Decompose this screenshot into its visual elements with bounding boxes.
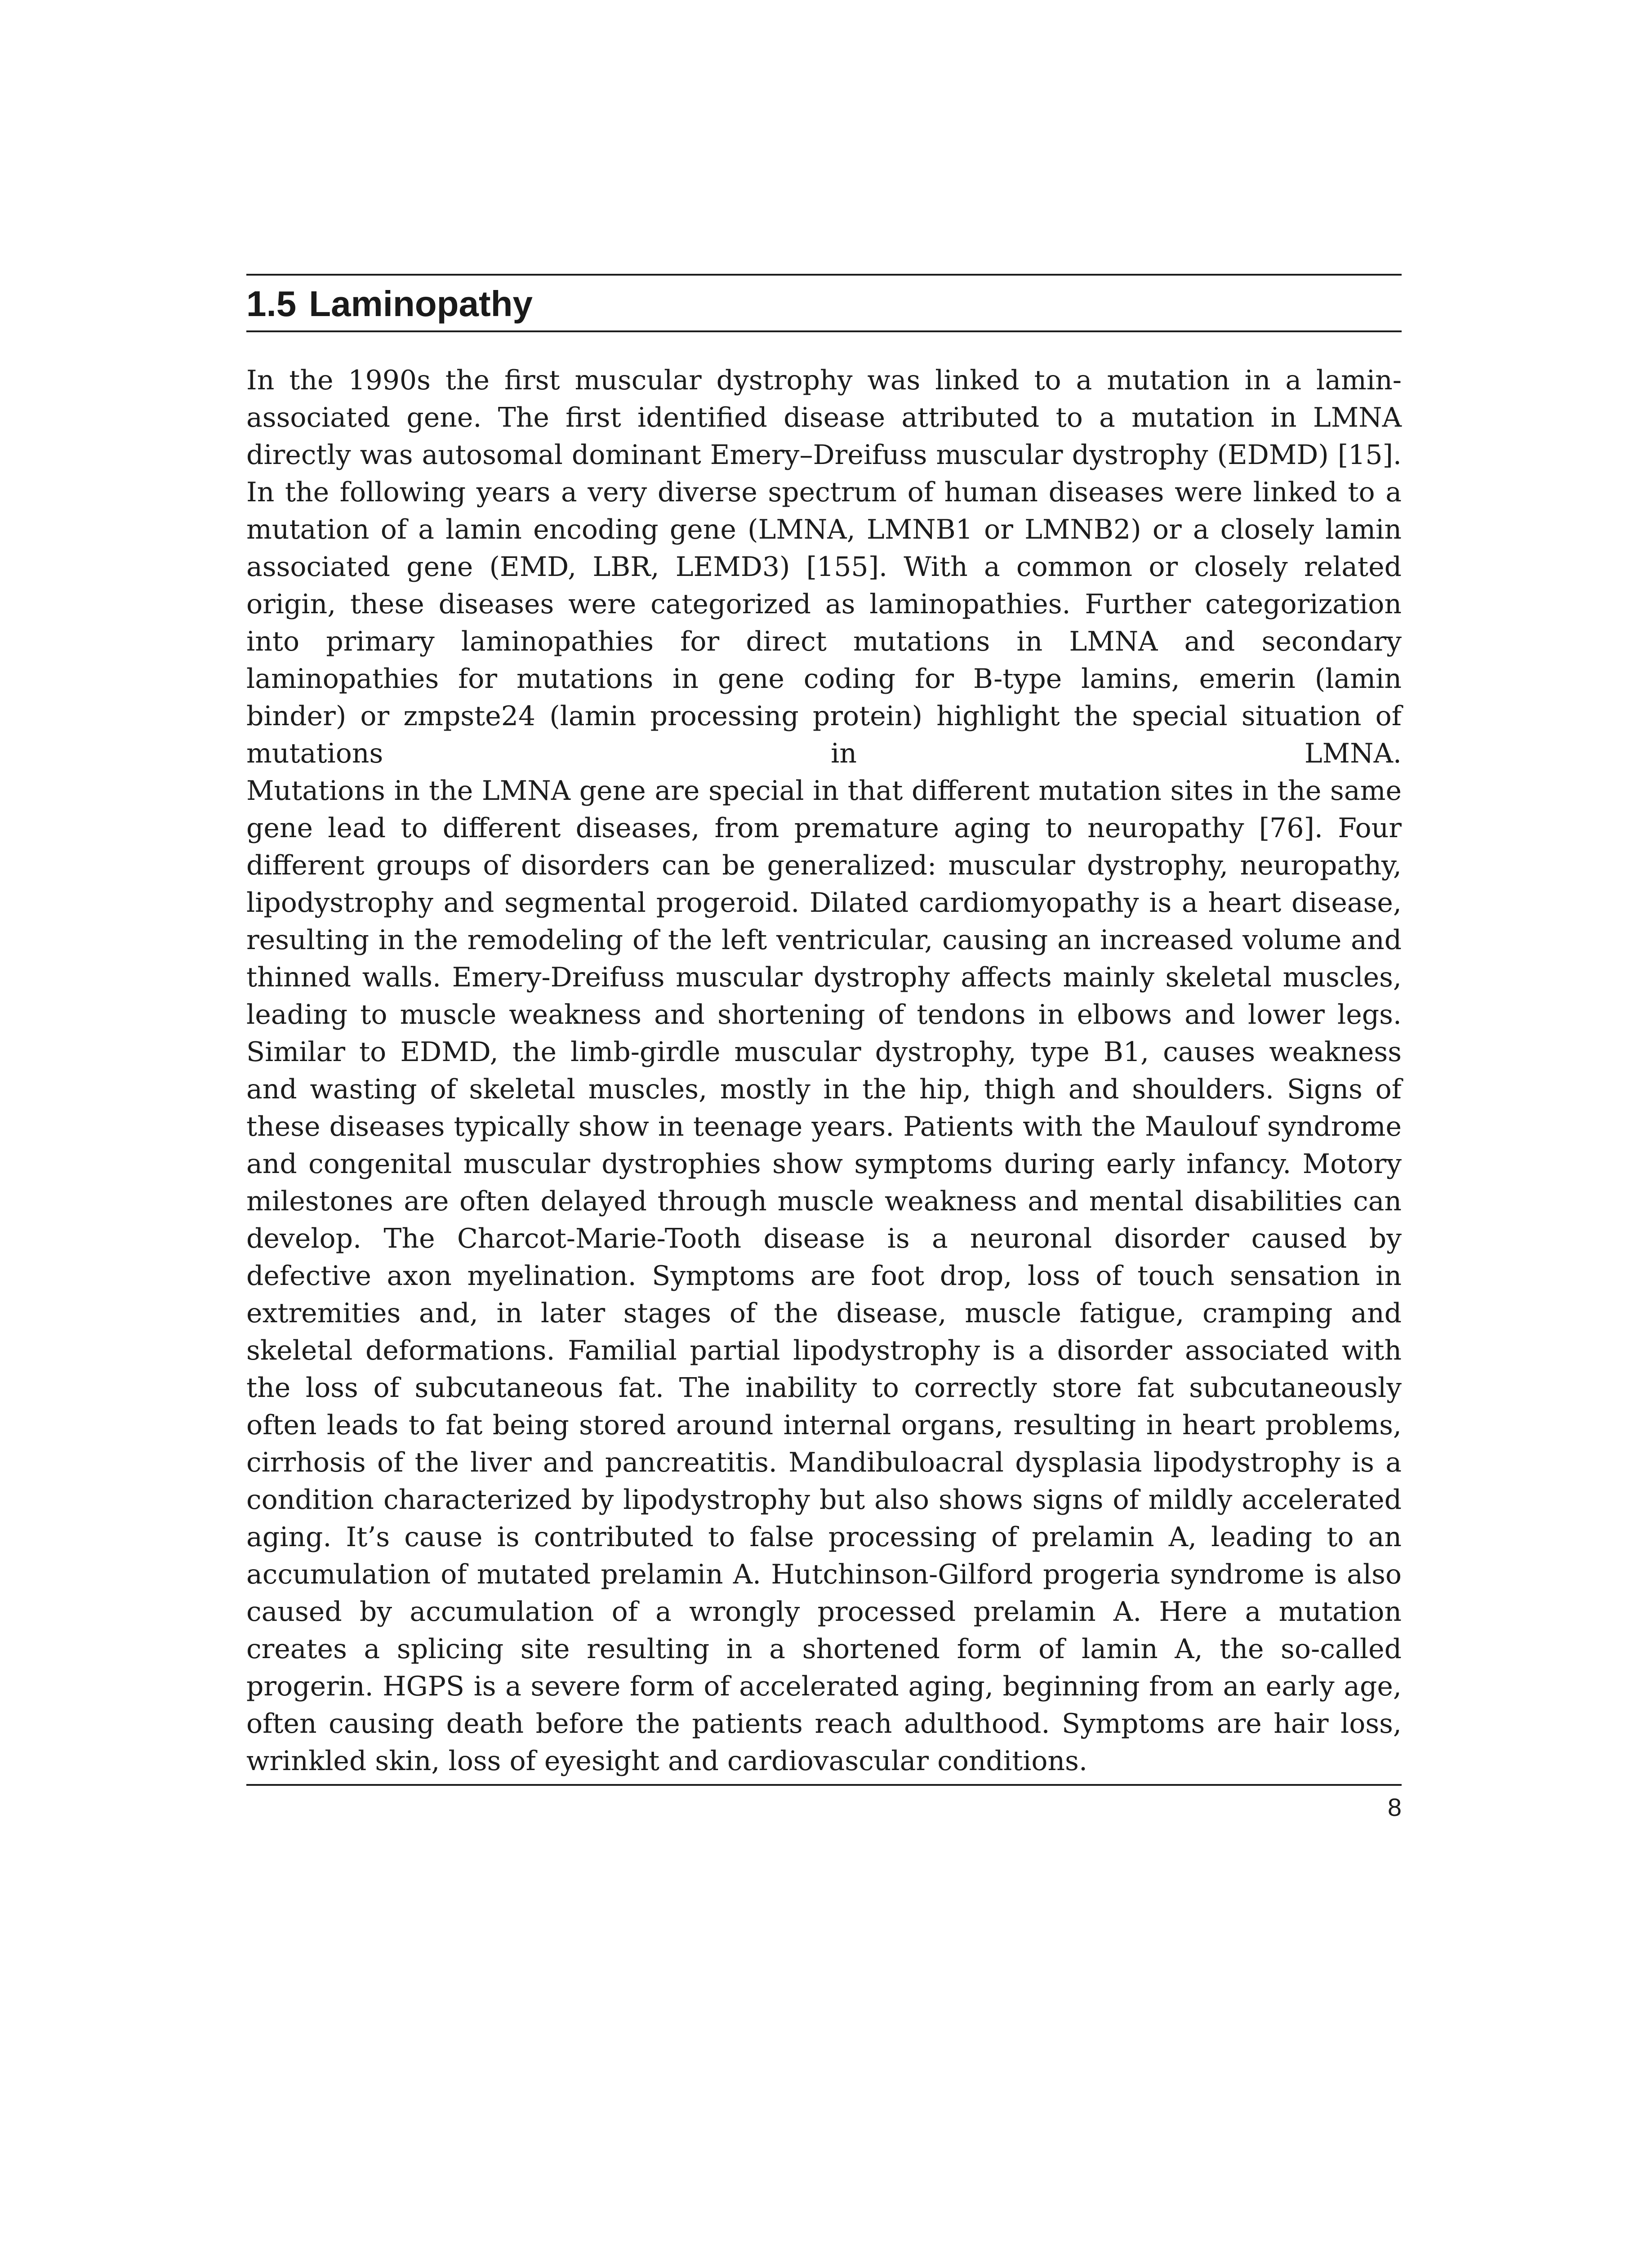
page-number: 8 [1387,1793,1402,1821]
paragraph-lmna-mutations: Mutations in the LMNA gene are special in that different mutation sites in the same gene lead to different diseases, from premature aging to neuropathy [76]. Four different groups of disorders can be generalized: muscular dystrophy, neuropathy, lipodystrophy and segmental progeroid. Dilated cardiomyopathy is a heart disease, resulting in the remodeling of the left ventricular, causing an increased volume and thinned walls. Emery-Dreifuss muscular dystrophy affects mainly skeletal muscles, leading to muscle weakness and shortening of tendons in elbows and lower legs. Similar to EDMD, the limb-girdle muscular dystrophy, type B1, causes weakness and wasting of skeletal muscles, mostly in the hip, thigh and shoulders. Signs of these diseases typically show in teenage years. Patients with the Maulouf syndrome and congenital muscular dystrophies show symptoms during early infancy. Motory milestones are often delayed through muscle weakness and mental disabilities can develop. The Charcot-Marie-Tooth disease is a neuronal disorder caused by defective axon myelination. Symptoms are foot drop, loss of touch sensation in extremities and, in later stages of the disease, muscle fatigue, cramping and skeletal deformations. Familial partial lipodystrophy is a disorder associated with the loss of subcutaneous fat. The inability to correctly store fat subcutaneously often leads to fat being stored around internal organs, resulting in heart problems, cirrhosis of the liver and pancreatitis. Mandibuloacral dysplasia lipodystrophy is a condition characterized by lipodystrophy but also shows signs of mildly accelerated aging. It’s cause is contributed to false processing of prelamin A, leading to an accumulation of mutated prelamin A. Hutchinson-Gilford progeria syndrome is also caused by accumulation of a wrongly processed prelamin A. Here a mutation creates a splicing site resulting in a shortened form of lamin A, the so-called progerin. HGPS is a severe form of accelerated aging, beginning from an early age, often causing death before the patients reach adulthood. Symptoms are hair loss, wrinkled skin, loss of eyesight and cardiovascular conditions. [246,775,1402,1777]
section-heading [246,279,1402,329]
header-top-rule [246,274,1402,276]
heading-bottom-rule [246,330,1402,332]
paragraph-laminopathy-intro: In the 1990s the first muscular dystrophy was linked to a mutation in a lamin-associated gene. The first identified disease attributed to a mutation in LMNA directly was autosomal dominant Emery–Dreifuss muscular dystrophy (EDMD) [15]. In the following years a very diverse spectrum of human diseases were linked to a mutation of a lamin encoding gene (LMNA, LMNB1 or LMNB2) or a closely lamin associated gene (EMD, LBR, LEMD3) [155]. With a common or closely related origin, these diseases were categorized as laminopathies. Further categorization into primary laminopathies for direct mutations in LMNA and secondary laminopathies for mutations in gene coding for B-type lamins, emerin (lamin binder) or zmpste24 (lamin processing protein) highlight the special situation of mutations in LMNA. [246,365,1402,769]
body-text [246,362,1402,1780]
section-number: 1.5 [246,284,297,324]
footer-rule [246,1784,1402,1786]
section-title: Laminopathy [309,284,533,324]
